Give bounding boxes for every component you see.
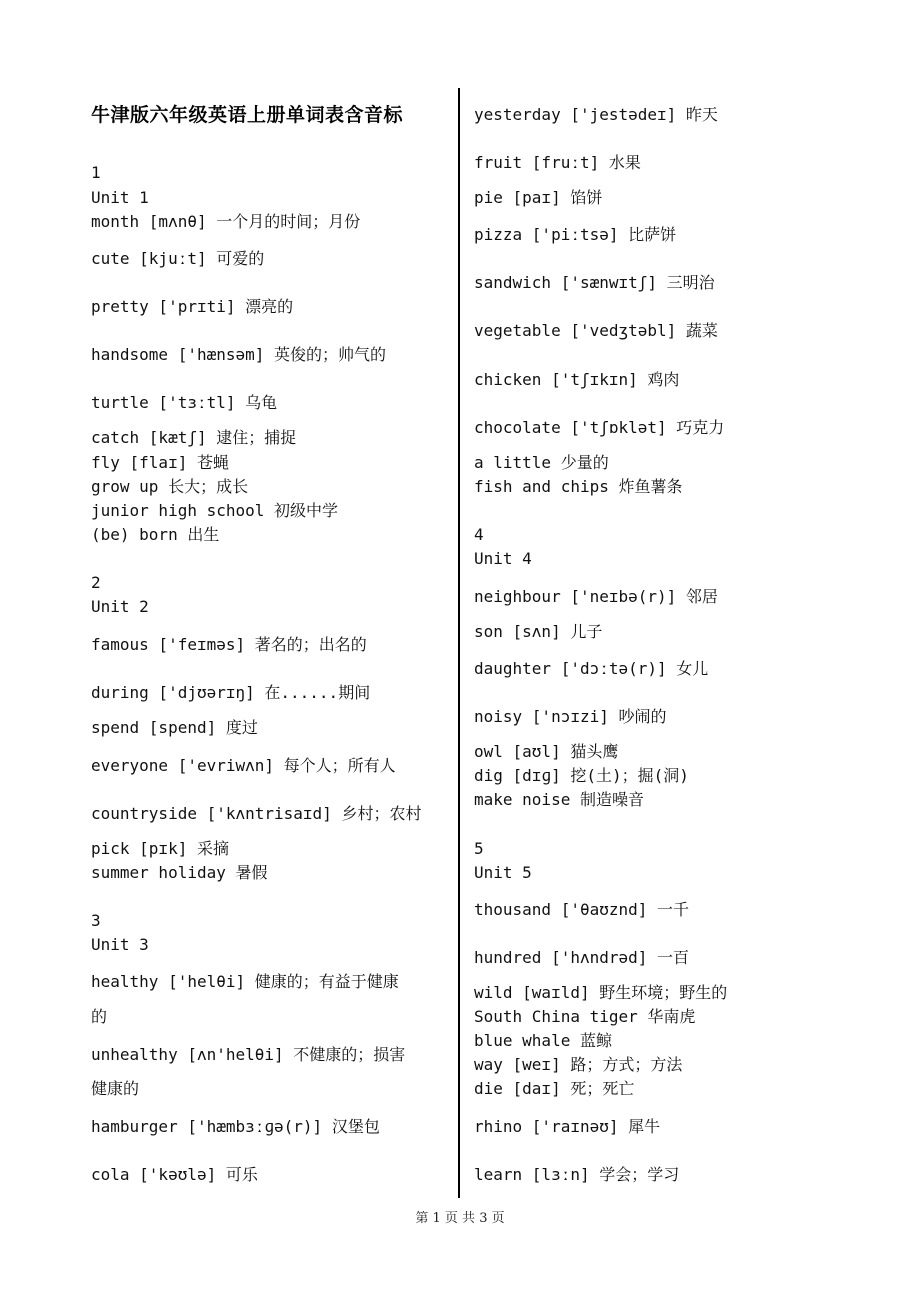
vocab-entry: learn [lɜːn] 学会；学习 xyxy=(474,1165,680,1184)
page-title: 牛津版六年级英语上册单词表含音标 xyxy=(91,104,404,126)
vocab-entry: during ['djʊərɪŋ] 在......期间 xyxy=(91,683,371,702)
vocab-entry: owl [aʊl] 猫头鹰 xyxy=(474,742,619,761)
vocab-entry: son [sʌn] 儿子 xyxy=(474,622,603,641)
vocab-entry: cute [kjuːt] 可爱的 xyxy=(91,249,265,268)
vocab-entry: spend [spend] 度过 xyxy=(91,718,258,737)
vocab-entry: turtle ['tɜːtl] 乌龟 xyxy=(91,393,278,412)
vocab-entry: fly [flaɪ] 苍蝇 xyxy=(91,453,229,472)
vocab-entry: fruit [fruːt] 水果 xyxy=(474,153,641,172)
vocab-entry: rhino ['raɪnəʊ] 犀牛 xyxy=(474,1117,661,1136)
section-number: 4 xyxy=(474,525,484,544)
vocab-entry: unhealthy [ʌn'helθi] 不健康的；损害 xyxy=(91,1045,406,1064)
unit-heading: Unit 2 xyxy=(91,597,149,616)
page-footer: 第 1 页 共 3 页 xyxy=(415,1211,505,1226)
vocab-entry: fish and chips 炸鱼薯条 xyxy=(474,477,683,496)
vocab-entry: make noise 制造噪音 xyxy=(474,790,644,809)
vocab-entry: summer holiday 暑假 xyxy=(91,863,268,882)
section-number: 2 xyxy=(91,573,101,592)
vocab-entry: pick [pɪk] 采摘 xyxy=(91,839,229,858)
vocab-entry: everyone ['evriwʌn] 每个人；所有人 xyxy=(91,756,396,775)
vocab-entry: handsome ['hænsəm] 英俊的；帅气的 xyxy=(91,345,387,364)
vocab-entry: junior high school 初级中学 xyxy=(91,501,339,520)
vocab-entry: pretty ['prɪti] 漂亮的 xyxy=(91,297,294,316)
vocab-entry: chocolate ['tʃɒklət] 巧克力 xyxy=(474,418,725,437)
vocab-entry: hundred ['hʌndrəd] 一百 xyxy=(474,948,690,967)
vocab-entry: pie [paɪ] 馅饼 xyxy=(474,188,603,207)
column-divider xyxy=(458,88,460,1198)
section-number: 3 xyxy=(91,911,101,930)
vocab-entry: dig [dɪɡ] 挖(土)；掘(洞) xyxy=(474,766,689,785)
vocab-entry: catch [kætʃ] 逮住；捕捉 xyxy=(91,428,297,447)
vocab-entry: way [weɪ] 路；方式；方法 xyxy=(474,1055,683,1074)
vocab-entry: hamburger ['hæmbɜːɡə(r)] 汉堡包 xyxy=(91,1117,380,1136)
unit-heading: Unit 3 xyxy=(91,935,149,954)
vocab-entry: month [mʌnθ] 一个月的时间；月份 xyxy=(91,212,361,231)
vocab-entry: yesterday ['jestədeɪ] 昨天 xyxy=(474,105,718,124)
vocab-entry: thousand ['θaʊznd] 一千 xyxy=(474,900,690,919)
vocab-entry: grow up 长大；成长 xyxy=(91,477,249,496)
vocab-entry: vegetable ['vedʒtəbl] 蔬菜 xyxy=(474,321,718,340)
vocab-entry: chicken ['tʃɪkɪn] 鸡肉 xyxy=(474,370,680,389)
section-number: 1 xyxy=(91,163,101,182)
vocab-entry: cola ['kəʊlə] 可乐 xyxy=(91,1165,258,1184)
vocab-entry-continued: 健康的 xyxy=(91,1079,140,1098)
unit-heading: Unit 1 xyxy=(91,188,149,207)
vocab-entry: daughter ['dɔːtə(r)] 女儿 xyxy=(474,659,709,678)
vocab-entry-continued: 的 xyxy=(91,1007,108,1026)
vocab-entry: blue whale 蓝鲸 xyxy=(474,1031,612,1050)
vocab-entry: famous ['feɪməs] 著名的；出名的 xyxy=(91,635,367,654)
section-number: 5 xyxy=(474,839,484,858)
vocab-entry: countryside ['kʌntrisaɪd] 乡村；农村 xyxy=(91,804,422,823)
vocab-entry: sandwich ['sænwɪtʃ] 三明治 xyxy=(474,273,715,292)
unit-heading: Unit 4 xyxy=(474,549,532,568)
vocab-entry: (be) born 出生 xyxy=(91,525,220,544)
vocab-entry: noisy ['nɔɪzi] 吵闹的 xyxy=(474,707,667,726)
unit-heading: Unit 5 xyxy=(474,863,532,882)
vocab-entry: neighbour ['neɪbə(r)] 邻居 xyxy=(474,587,718,606)
vocab-entry: wild [waɪld] 野生环境；野生的 xyxy=(474,983,728,1002)
vocab-entry: healthy ['helθi] 健康的；有益于健康 xyxy=(91,972,399,991)
vocab-entry: South China tiger 华南虎 xyxy=(474,1007,696,1026)
vocab-entry: pizza ['piːtsə] 比萨饼 xyxy=(474,225,677,244)
vocab-entry: die [daɪ] 死；死亡 xyxy=(474,1079,635,1098)
vocab-entry: a little 少量的 xyxy=(474,453,609,472)
